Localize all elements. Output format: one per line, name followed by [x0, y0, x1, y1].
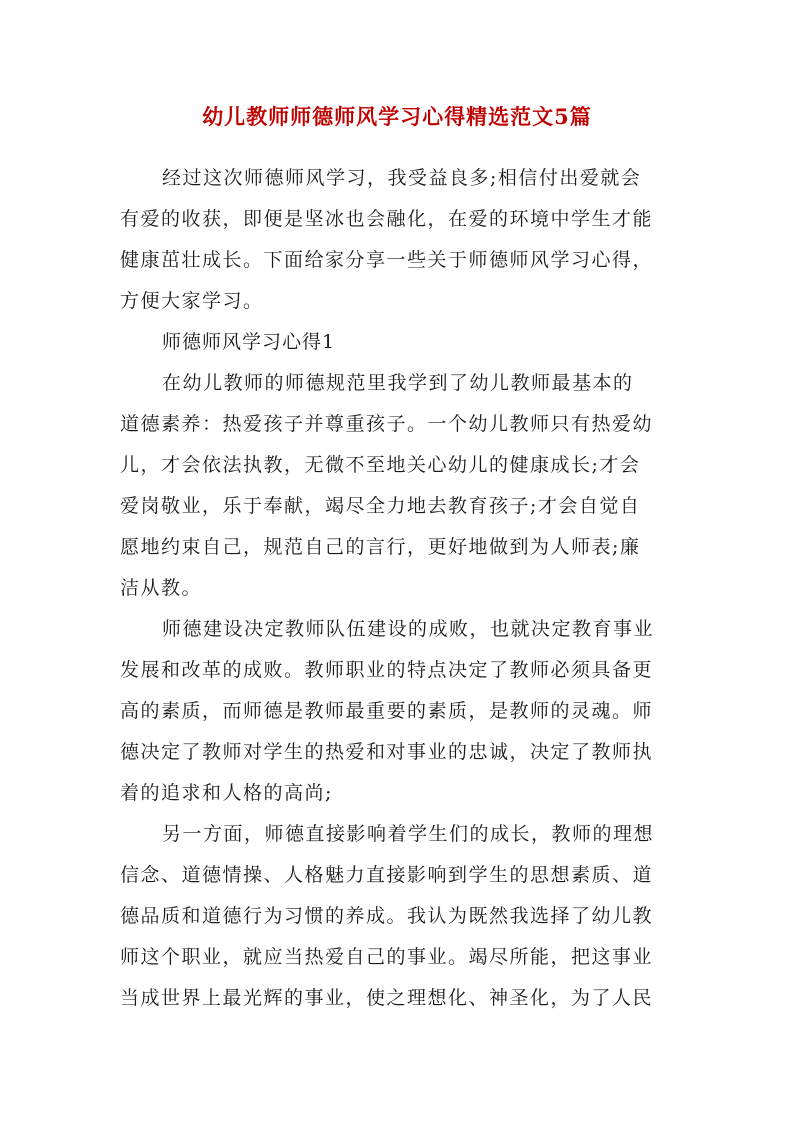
text-line: 儿，才会依法执教，无微不至地关心幼儿的健康成长;才会 — [120, 454, 641, 476]
text-line: 洁从教。 — [120, 577, 203, 599]
text-line: 德决定了教师对学生的热爱和对事业的忠诚，决定了教师执 — [120, 741, 654, 763]
paragraph-intro — [120, 158, 676, 322]
paragraph-1 — [120, 363, 676, 609]
text-line: 方便大家学习。 — [120, 290, 264, 312]
text-line: 健康茁壮成长。下面给家分享一些关于师德师风学习心得， — [120, 249, 654, 271]
text-line: 有爱的收获，即便是坚冰也会融化，在爱的环境中学生才能 — [120, 208, 654, 230]
document-title: 幼儿教师师德师风学习心得精选范文5篇 — [202, 104, 592, 129]
text-line: 高的素质，而师德是教师最重要的素质，是教师的灵魂。师 — [120, 700, 654, 722]
text-line: 道德素养：热爱孩子并尊重孩子。一个幼儿教师只有热爱幼 — [120, 413, 654, 435]
text-line: 师这个职业，就应当热爱自己的事业。竭尽所能，把这事业 — [120, 946, 654, 968]
text-line: 发展和改革的成败。教师职业的特点决定了教师必须具备更 — [120, 659, 654, 681]
paragraph-2 — [120, 609, 676, 814]
text-line: 经过这次师德师风学习，我受益良多;相信付出爱就会 — [162, 167, 642, 189]
text-line: 德品质和道德行为习惯的养成。我认为既然我选择了幼儿教 — [120, 905, 654, 927]
paragraph-3 — [120, 814, 676, 1019]
section-heading: 师德师风学习心得1 — [162, 331, 336, 353]
text-line: 当成世界上最光辉的事业，使之理想化、神圣化，为了人民 — [120, 987, 654, 1009]
text-line: 爱岗敬业，乐于奉献，竭尽全力地去教育孩子;才会自觉自 — [120, 495, 641, 517]
text-line: 在幼儿教师的师德规范里我学到了幼儿教师最基本的 — [162, 372, 634, 394]
text-line: 信念、道德情操、人格魅力直接影响到学生的思想素质、道 — [120, 864, 654, 886]
text-line: 着的追求和人格的高尚; — [120, 782, 333, 804]
text-line: 师德建设决定教师队伍建设的成败，也就决定教育事业 — [162, 618, 655, 640]
document-body — [120, 158, 676, 1019]
text-line: 愿地约束自己，规范自己的言行，更好地做到为人师表;廉 — [120, 536, 641, 558]
text-line: 另一方面，师德直接影响着学生们的成长，教师的理想 — [162, 823, 655, 845]
